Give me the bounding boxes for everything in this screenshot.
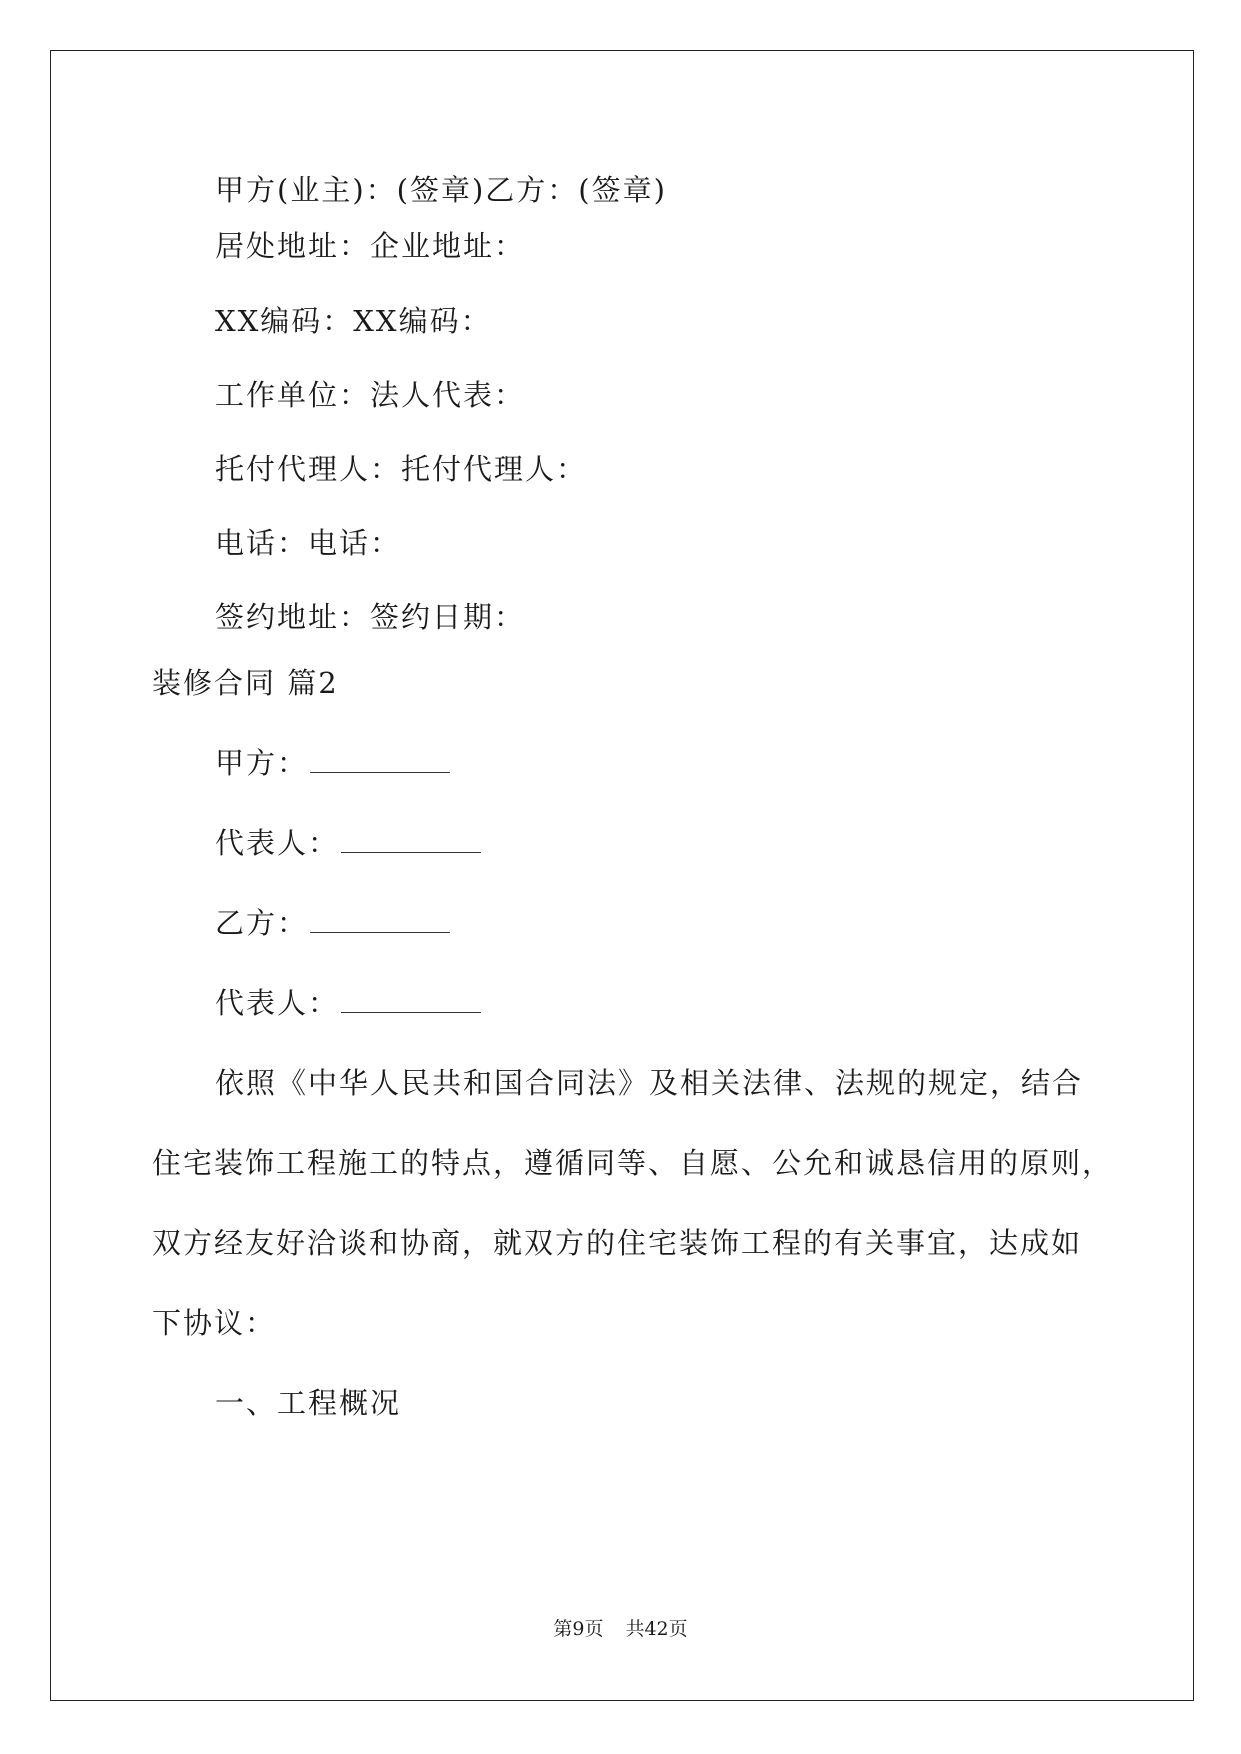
signing-line: 签约地址：签约日期：: [215, 600, 526, 634]
paragraph-line: 依照《中华人民共和国合同法》及相关法律、法规的规定，结合: [215, 1066, 1084, 1100]
employer-line: 工作单位：法人代表：: [215, 378, 526, 412]
page-total: 共42页: [625, 1618, 688, 1640]
section-heading: 一、工程概况: [215, 1386, 402, 1420]
party-b-blank: [310, 910, 450, 933]
party-b-rep-label: 代表人：: [215, 986, 340, 1020]
party-b-rep-blank: [341, 990, 481, 1013]
phone-line: 电话：电话：: [215, 526, 402, 560]
party-a-label: 甲方：: [215, 746, 309, 780]
agent-line: 托付代理人：托付代理人：: [215, 452, 588, 486]
paragraph-line: 双方经友好洽谈和协商，就双方的住宅装饰工程的有关事宜，达成如: [152, 1226, 1083, 1260]
paragraph-line: 下协议：: [152, 1306, 277, 1340]
party-a-blank: [310, 750, 450, 773]
page-footer: [0, 1618, 1241, 1640]
party-b-field: [215, 906, 450, 940]
party-a-rep-label: 代表人：: [215, 826, 340, 860]
page-border: [50, 50, 1194, 1701]
party-b-rep-field: [215, 986, 481, 1020]
party-b-label: 乙方：: [215, 906, 309, 940]
page-number: 第9页: [553, 1618, 604, 1640]
paragraph-line: 住宅装饰工程施工的特点，遵循同等、自愿、公允和诚恳信用的原则，: [152, 1146, 1114, 1180]
section-title: 装修合同 篇2: [152, 666, 339, 700]
party-a-rep-blank: [341, 830, 481, 853]
party-a-rep-field: [215, 826, 481, 860]
address-line: 居处地址：企业地址：: [215, 229, 526, 263]
signature-line: 甲方(业主)：(签章)乙方：(签章): [215, 173, 667, 207]
party-a-field: [215, 746, 450, 780]
postcode-line: XX编码：XX编码：: [215, 304, 492, 338]
